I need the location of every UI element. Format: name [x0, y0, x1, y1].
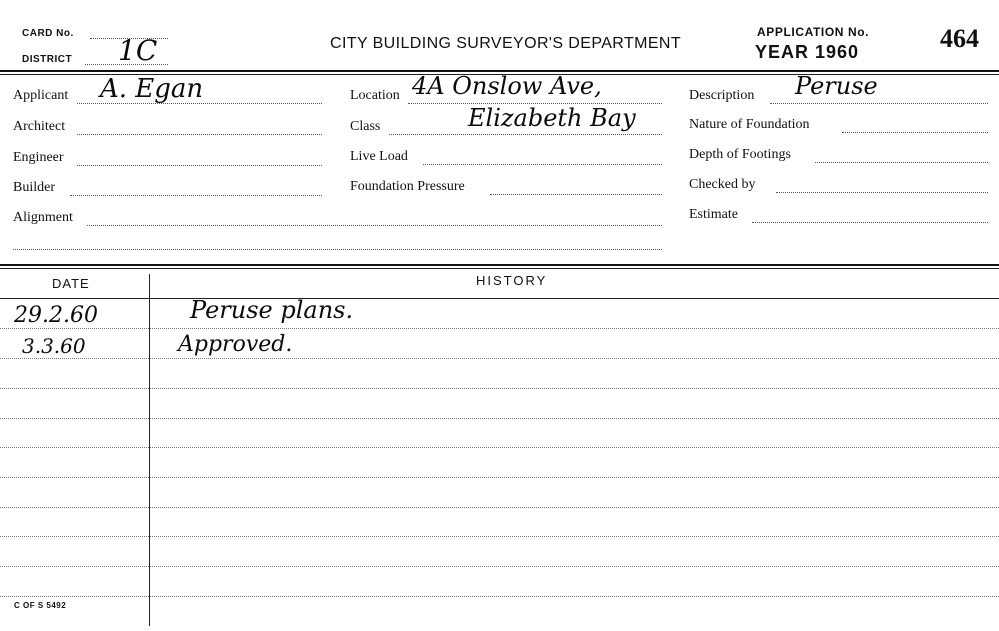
history-line — [0, 536, 999, 537]
applicant-value: A. Egan — [100, 74, 204, 104]
district-label: DISTRICT — [22, 54, 73, 65]
class-line — [389, 134, 662, 135]
history-line — [0, 566, 999, 567]
engineer-label: Engineer — [13, 150, 64, 165]
form-code: C OF S 5492 — [14, 601, 67, 610]
checked-by-label: Checked by — [689, 177, 756, 192]
history-line — [0, 418, 999, 419]
district-value: 1C — [118, 34, 158, 67]
department-title: CITY BUILDING SURVEYOR'S DEPARTMENT — [330, 35, 682, 52]
description-label: Description — [689, 88, 755, 103]
description-value: Peruse — [795, 72, 878, 100]
foundation-pressure-label: Foundation Pressure — [350, 179, 465, 194]
nature-of-foundation-line — [842, 132, 988, 133]
year-label: YEAR 1960 — [755, 42, 860, 62]
history-line — [0, 358, 999, 359]
history-entry-date: 29.2.60 — [14, 303, 98, 328]
live-load-label: Live Load — [350, 149, 408, 164]
application-no-label: APPLICATION No. — [757, 25, 870, 39]
history-entry-text: Peruse plans. — [190, 296, 354, 324]
column-divider — [149, 274, 150, 626]
history-top-rule-thin — [0, 268, 999, 269]
applicant-label: Applicant — [13, 88, 69, 103]
depth-of-footings-line — [815, 162, 988, 163]
location-value-line1: 4A Onslow Ave, — [412, 72, 602, 100]
estimate-label: Estimate — [689, 207, 738, 222]
builder-label: Builder — [13, 180, 55, 195]
history-top-rule — [0, 264, 999, 266]
estimate-line — [752, 222, 988, 223]
alignment-line-2 — [13, 249, 662, 250]
history-line — [0, 388, 999, 389]
nature-of-foundation-label: Nature of Foundation — [689, 117, 810, 132]
class-label: Class — [350, 119, 381, 134]
location-value-line2: Elizabeth Bay — [468, 104, 636, 132]
card-no-label: CARD No. — [22, 28, 74, 39]
alignment-label: Alignment — [13, 210, 73, 225]
depth-of-footings-label: Depth of Footings — [689, 147, 791, 162]
history-line — [0, 507, 999, 508]
date-column-header: DATE — [52, 276, 90, 291]
architect-label: Architect — [13, 119, 66, 134]
alignment-line — [87, 225, 662, 226]
live-load-line — [423, 164, 662, 165]
history-line — [0, 328, 999, 329]
history-line — [0, 477, 999, 478]
builder-line — [70, 195, 322, 196]
history-entry-date: 3.3.60 — [22, 334, 86, 358]
checked-by-line — [776, 192, 988, 193]
history-line — [0, 447, 999, 448]
engineer-line — [77, 165, 322, 166]
application-number: 464 — [940, 24, 979, 53]
history-line — [0, 596, 999, 597]
foundation-pressure-line — [490, 194, 662, 195]
history-column-header: HISTORY — [476, 273, 548, 288]
architect-line — [77, 134, 322, 135]
history-entry-text: Approved. — [178, 332, 293, 357]
location-label: Location — [350, 88, 400, 103]
description-line — [770, 103, 988, 104]
